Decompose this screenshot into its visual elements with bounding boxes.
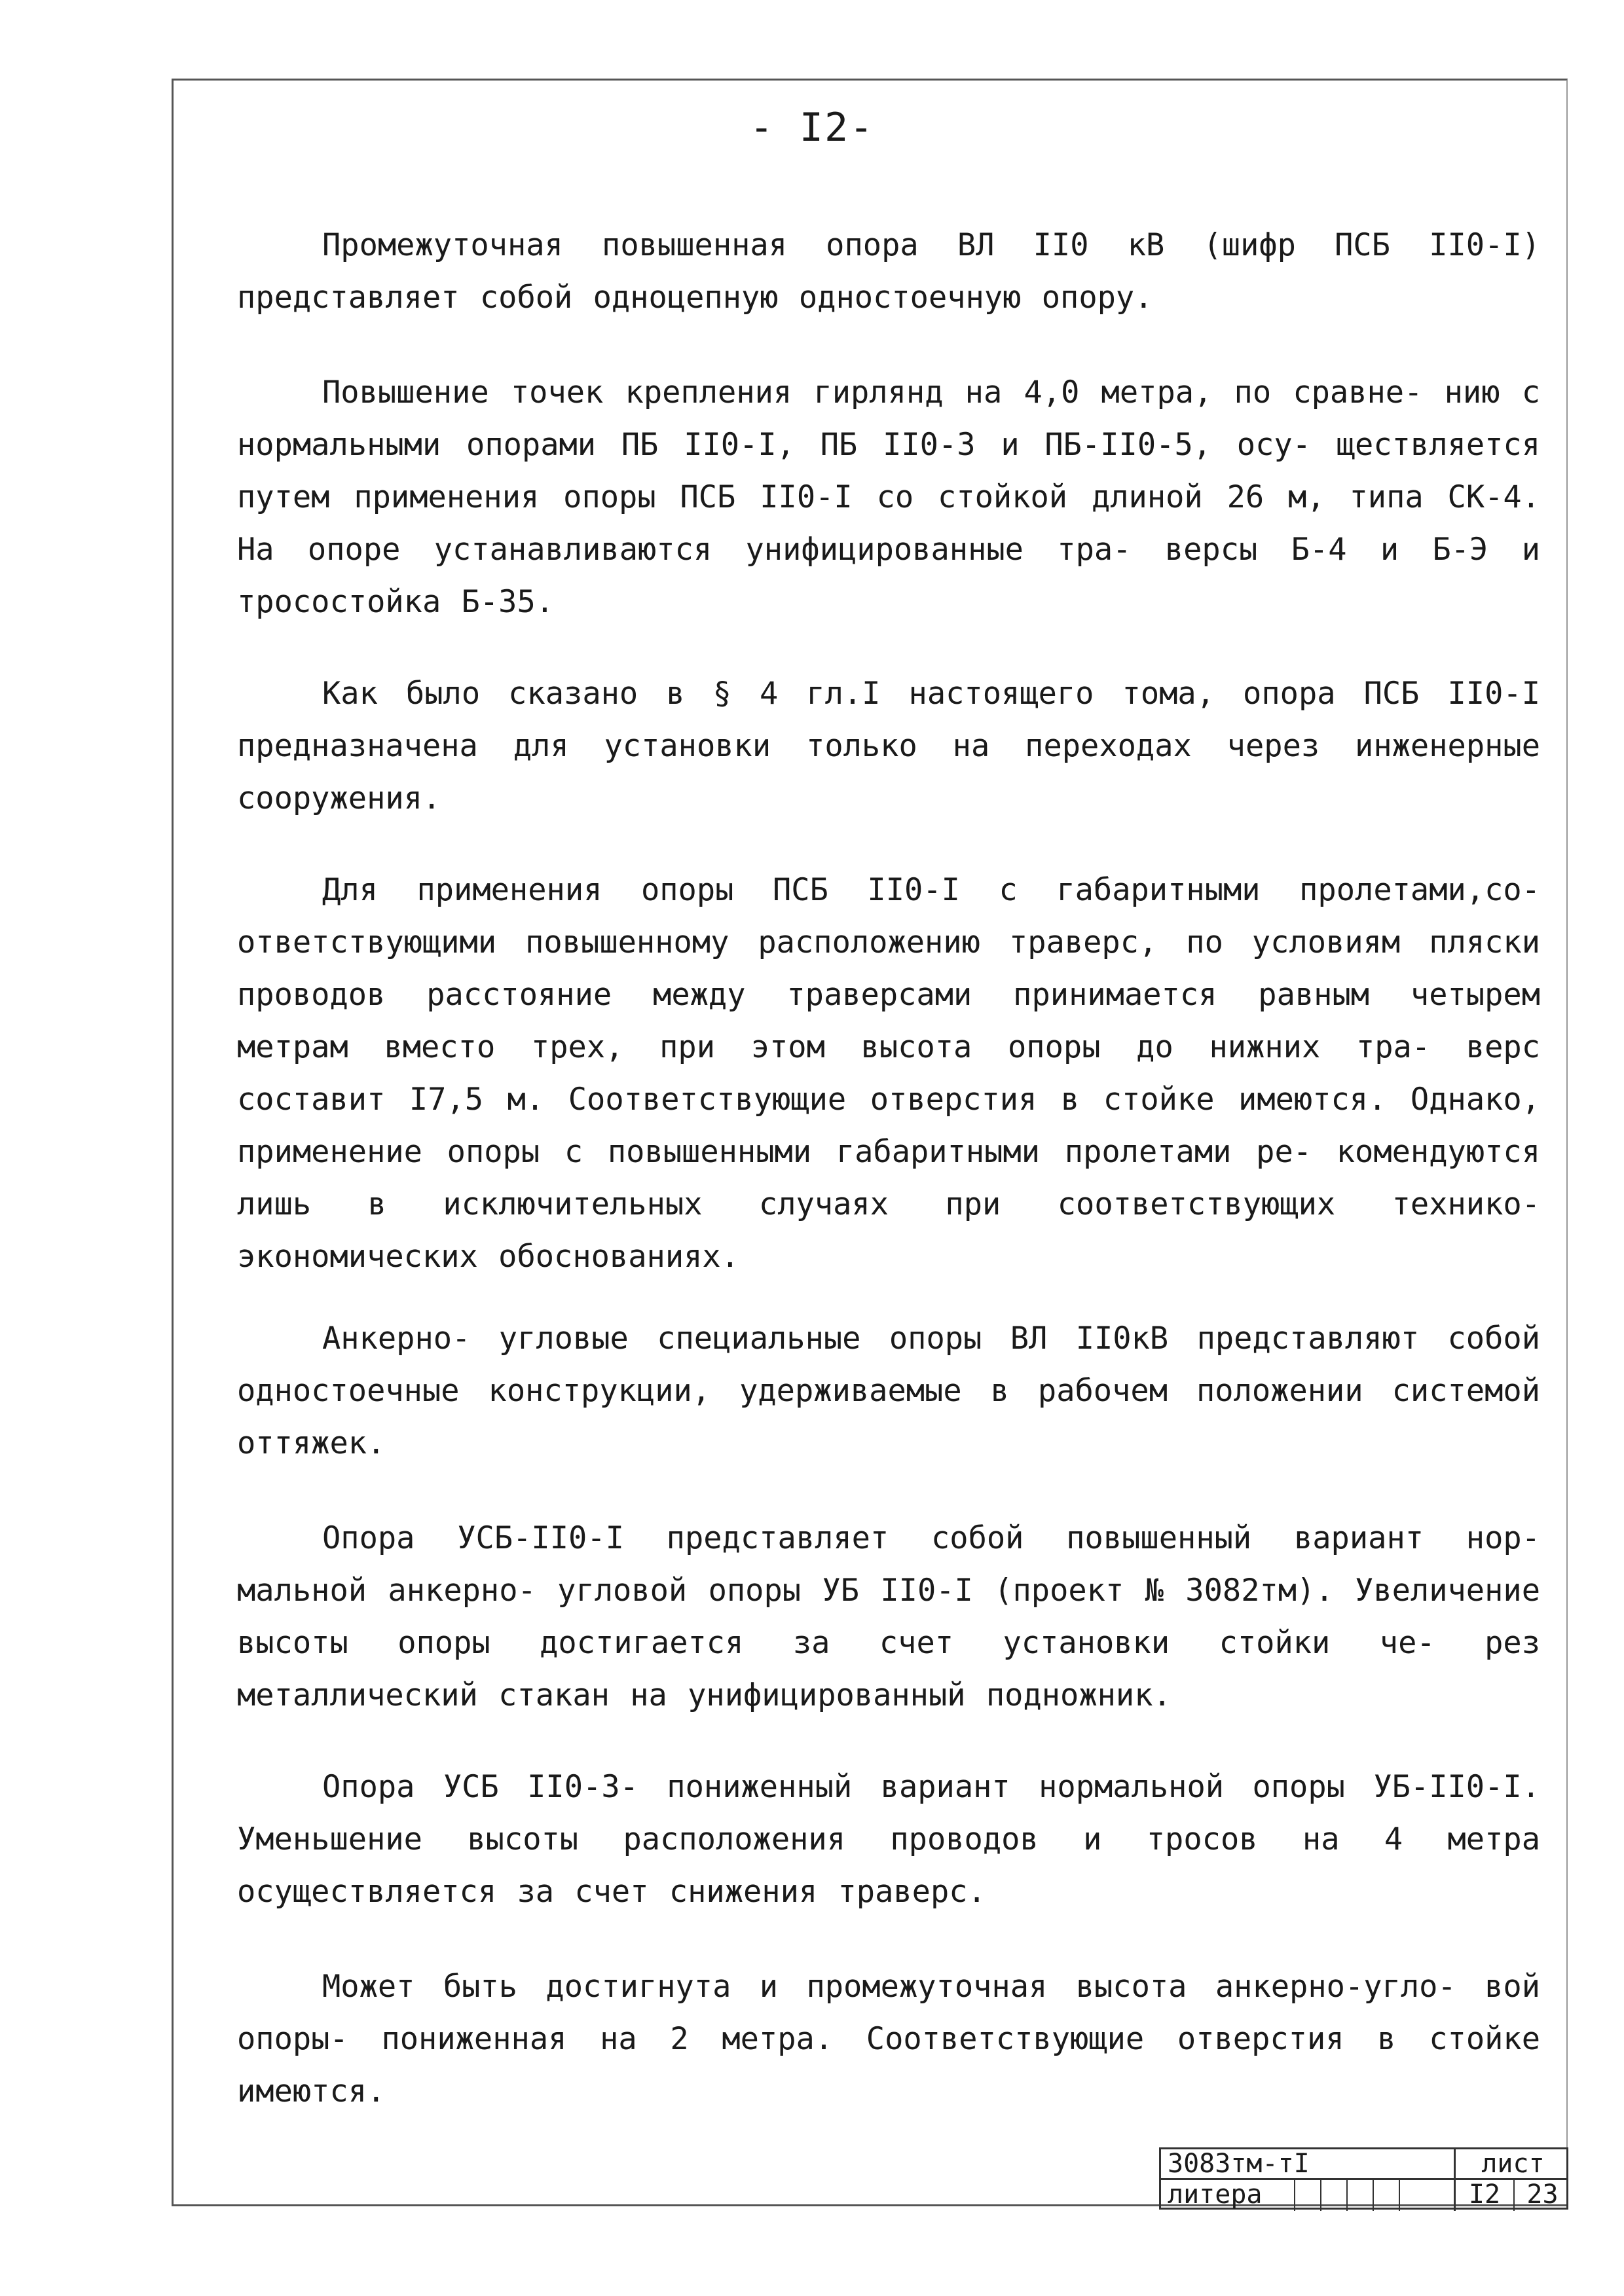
paragraph-8	[237, 1961, 1540, 2118]
paragraph-6-first-line: Опора УСБ-II0-I представляет собой повышенный вариант нор-	[322, 1520, 1540, 1556]
paragraph-2	[237, 367, 1540, 629]
paragraph-5	[237, 1313, 1540, 1470]
paragraph-1-rest: представляет собой одноцепную одностоечную опору.	[237, 280, 1153, 316]
paragraph-2-first-line: Повышение точек крепления гирлянд на 4,0 метра, по сравне-	[322, 374, 1423, 410]
paragraph-1	[237, 219, 1540, 324]
stamp-litera-box	[1374, 2180, 1400, 2211]
stamp-bottom-row	[1161, 2180, 1566, 2211]
stamp-litera-box	[1321, 2180, 1348, 2211]
paragraph-6	[237, 1512, 1540, 1722]
paragraph-8-rest: вой опоры- пониженная на 2 метра. Соответствующие отверстия в стойке имеются.	[237, 1969, 1540, 2109]
paragraph-3-first-line: Как было сказано в § 4 гл.I настоящего тома, опора ПСБ II0-I	[322, 676, 1540, 712]
paragraph-6-rest: мальной анкерно- угловой опоры УБ II0-I (проект № 3082тм). Увеличение высоты опоры достигается за счет установки стойки че- рез металлический стакан на унифицированный подножник.	[237, 1573, 1540, 1713]
paragraph-2-rest: нию с нормальными опорами ПБ II0-I, ПБ II0-3 и ПБ-II0-5, осу- ществляется путем применения опоры ПСБ II0-I со стойкой длиной 26 м, типа СК-4. На опоре устанавливаются унифицированные тра- версы Б-4 и Б-Э и тросостойка Б-35.	[237, 374, 1540, 620]
stamp-top-row	[1161, 2149, 1566, 2180]
page-number: - I2-	[749, 105, 875, 151]
stamp-sheet-label: лист	[1481, 2149, 1545, 2179]
paragraph-8-first-line: Может быть достигнута и промежуточная высота анкерно-угло-	[322, 1969, 1456, 2005]
title-block-stamp	[1159, 2147, 1568, 2210]
paragraph-4	[237, 864, 1540, 1283]
paragraph-5-first-line: Анкерно- угловые специальные опоры ВЛ II0кВ представляют	[322, 1321, 1420, 1357]
stamp-total-sheets: 23	[1526, 2179, 1559, 2210]
paragraph-3	[237, 668, 1540, 825]
paragraph-7	[237, 1761, 1540, 1918]
stamp-sheet-number: I2	[1456, 2180, 1515, 2211]
stamp-document-code: 3083тм-тI	[1161, 2149, 1456, 2178]
stamp-litera-box	[1400, 2180, 1456, 2211]
stamp-litera-box	[1348, 2180, 1374, 2211]
stamp-litera-box	[1295, 2180, 1321, 2211]
paragraph-5-rest: собой одностоечные конструкции, удерживаемые в рабочем положении системой оттяжек.	[237, 1321, 1540, 1461]
paragraph-7-rest: УБ-II0-I. Уменьшение высоты расположения проводов и тросов на 4 метра осуществляется за счет снижения траверс.	[237, 1769, 1540, 1910]
paragraph-1-first-line: Промежуточная повышенная опора ВЛ II0 кВ (шифр ПСБ II0-I)	[322, 227, 1540, 263]
paragraph-3-rest: предназначена для установки только на переходах через инженерные сооружения.	[237, 728, 1540, 816]
paragraph-4-first-line: Для применения опоры ПСБ II0-I с габаритными пролетами,со-	[322, 872, 1540, 908]
paragraph-4-rest: ответствующими повышенному расположению траверс, по условиям пляски проводов расстояние между траверсами принимается равным четырем метрам вместо трех, при этом высота опоры до нижних тра- верс составит I7,5 м. Соответствующие отверстия в стойке имеются. Однако, применение опоры с повышенными габаритными пролетами ре- комендуются лишь в исключительных случаях при соответствующих технико- экономических обоснованиях.	[237, 924, 1540, 1275]
paragraph-7-first-line: Опора УСБ II0-3- пониженный вариант нормальной опоры	[322, 1769, 1345, 1805]
stamp-litera-label: литера	[1161, 2180, 1295, 2211]
